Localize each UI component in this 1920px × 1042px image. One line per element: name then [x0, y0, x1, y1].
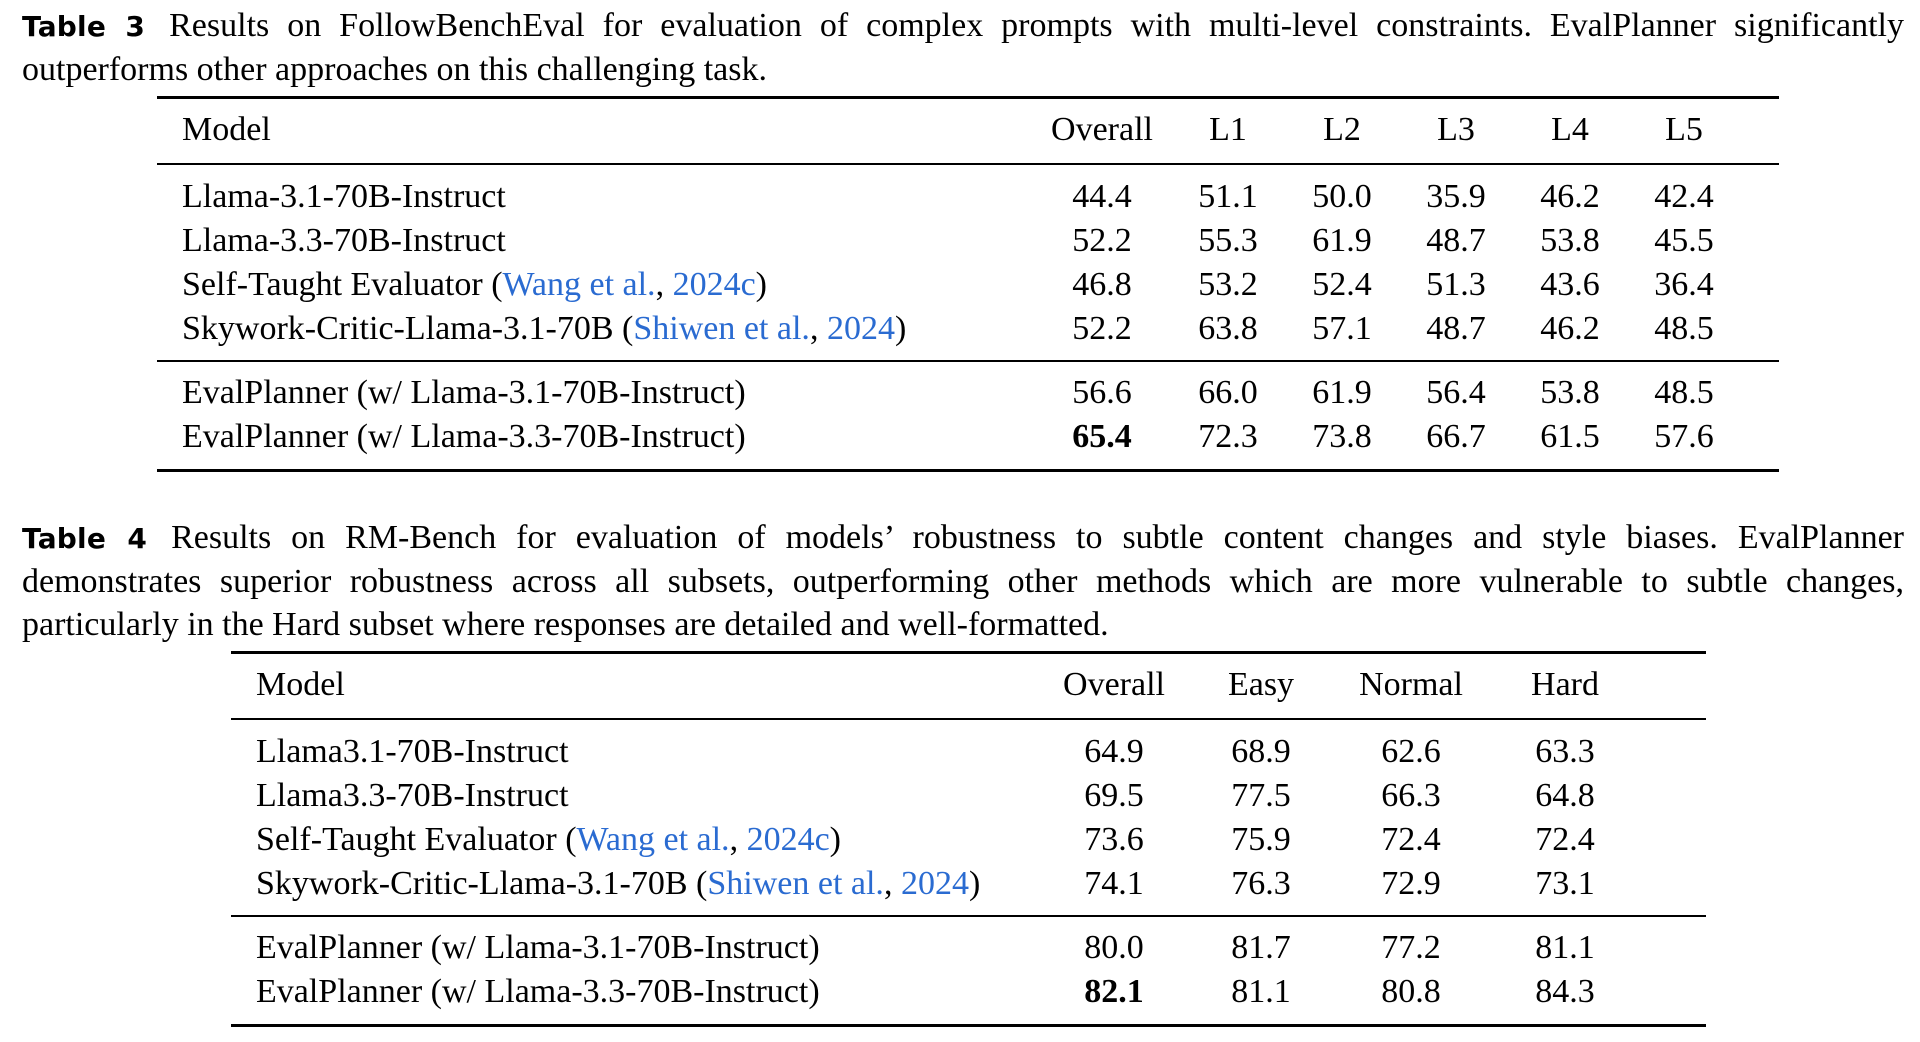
citation-author-link[interactable]: Shiwen et al. [633, 310, 810, 347]
table4-group-rule [231, 915, 1706, 917]
hard-value: 63.3 [1535, 733, 1595, 770]
model-name: EvalPlanner (w/ Llama-3.3-70B-Instruct) [182, 418, 746, 455]
l2-value: 50.0 [1312, 178, 1372, 215]
normal-value: 77.2 [1381, 929, 1441, 966]
table-row [157, 263, 1779, 307]
normal-value: 72.4 [1381, 821, 1441, 858]
overall-value: 74.1 [1084, 865, 1144, 902]
l5-value: 48.5 [1654, 310, 1714, 347]
easy-value: 81.1 [1231, 973, 1291, 1010]
table-row [157, 415, 1779, 459]
model-name: EvalPlanner (w/ Llama-3.1-70B-Instruct) [182, 374, 746, 411]
table4-header-model: Model [256, 666, 345, 703]
table3 [157, 96, 1779, 472]
l5-value: 48.5 [1654, 374, 1714, 411]
model-name: Skywork-Critic-Llama-3.1-70B [182, 310, 614, 347]
easy-value: 68.9 [1231, 733, 1291, 770]
table3-caption-text: Results on FollowBenchEval for evaluation of complex prompts with multi-level constraints. EvalPlanner significantly outperforms other approaches on this challenging task. [22, 7, 1905, 88]
table-row [157, 371, 1779, 415]
citation-year-link[interactable]: 2024 [826, 310, 895, 347]
table4-caption-text: Results on RM-Bench for evaluation of models’ robustness to subtle content changes and style biases. EvalPlanner demonstrates superior robustness across all subsets, outperforming other methods which are more vulnerable to subtle changes, particularly in the Hard subset where responses are detailed and well-formatted. [22, 519, 1904, 643]
easy-value: 81.7 [1231, 929, 1291, 966]
table4-header-rule [231, 718, 1706, 720]
table-row [231, 818, 1706, 862]
l3-value: 56.4 [1426, 374, 1486, 411]
model-name: Llama3.3-70B-Instruct [256, 777, 569, 814]
model-name: Llama-3.1-70B-Instruct [182, 178, 506, 215]
l4-value: 53.8 [1540, 374, 1600, 411]
table-row [231, 970, 1706, 1014]
hard-value: 84.3 [1535, 973, 1595, 1010]
l4-value: 61.5 [1540, 418, 1600, 455]
model-name: Skywork-Critic-Llama-3.1-70B [256, 865, 688, 902]
model-name: Llama-3.3-70B-Instruct [182, 222, 506, 259]
model-name-with-citation: Skywork-Critic-Llama-3.1-70B (Shiwen et al., 2024) [256, 865, 981, 902]
overall-value: 73.6 [1084, 821, 1144, 858]
l1-value: 63.8 [1198, 310, 1258, 347]
overall-value: 64.9 [1084, 733, 1144, 770]
normal-value: 72.9 [1381, 865, 1441, 902]
model-name-with-citation: Self-Taught Evaluator (Wang et al., 2024c) [182, 266, 767, 303]
l3-value: 48.7 [1426, 222, 1486, 259]
easy-value: 77.5 [1231, 777, 1291, 814]
table4 [231, 651, 1706, 1027]
normal-value: 62.6 [1381, 733, 1441, 770]
model-name: Self-Taught Evaluator [182, 266, 483, 303]
table-row [231, 862, 1706, 906]
table4-header-overall: Overall [1063, 666, 1165, 703]
l5-value: 36.4 [1654, 266, 1714, 303]
citation-year-link[interactable]: 2024c [746, 821, 830, 858]
citation-author-link[interactable]: Wang et al. [502, 266, 656, 303]
table-row [157, 219, 1779, 263]
l2-value: 73.8 [1312, 418, 1372, 455]
table-row [157, 175, 1779, 219]
normal-value: 66.3 [1381, 777, 1441, 814]
l2-value: 52.4 [1312, 266, 1372, 303]
model-name: EvalPlanner (w/ Llama-3.3-70B-Instruct) [256, 973, 820, 1010]
table4-header-easy: Easy [1227, 666, 1295, 703]
table3-caption-label: Table 3 [22, 10, 146, 43]
l1-value: 53.2 [1198, 266, 1258, 303]
overall-value-best: 65.4 [1072, 418, 1132, 455]
l4-value: 46.2 [1540, 178, 1600, 215]
model-name-with-citation: Skywork-Critic-Llama-3.1-70B (Shiwen et al., 2024) [182, 310, 907, 347]
l1-value: 66.0 [1198, 374, 1258, 411]
table3-header-overall: Overall [1051, 111, 1153, 148]
table3-header-row [157, 108, 1779, 152]
hard-value: 72.4 [1535, 821, 1595, 858]
overall-value-best: 82.1 [1084, 973, 1144, 1010]
table4-header-normal: Normal [1359, 666, 1463, 703]
table3-caption [22, 4, 1904, 91]
overall-value: 44.4 [1072, 178, 1132, 215]
table4-header-row [231, 663, 1706, 707]
table3-group-rule [157, 360, 1779, 362]
citation-year-link[interactable]: 2024 [900, 865, 969, 902]
l5-value: 57.6 [1654, 418, 1714, 455]
model-name-with-citation: Self-Taught Evaluator (Wang et al., 2024c) [256, 821, 841, 858]
overall-value: 46.8 [1072, 266, 1132, 303]
hard-value: 81.1 [1535, 929, 1595, 966]
l5-value: 45.5 [1654, 222, 1714, 259]
l3-value: 66.7 [1426, 418, 1486, 455]
table3-header-l4: L4 [1551, 111, 1589, 148]
easy-value: 75.9 [1231, 821, 1291, 858]
l4-value: 46.2 [1540, 310, 1600, 347]
l2-value: 61.9 [1312, 222, 1372, 259]
overall-value: 52.2 [1072, 222, 1132, 259]
overall-value: 69.5 [1084, 777, 1144, 814]
table4-caption-label: Table 4 [22, 522, 148, 555]
l1-value: 55.3 [1198, 222, 1258, 259]
l4-value: 43.6 [1540, 266, 1600, 303]
overall-value: 56.6 [1072, 374, 1132, 411]
table3-header-l5: L5 [1665, 111, 1703, 148]
l4-value: 53.8 [1540, 222, 1600, 259]
table-row [231, 774, 1706, 818]
citation-author-link[interactable]: Shiwen et al. [707, 865, 884, 902]
overall-value: 80.0 [1084, 929, 1144, 966]
easy-value: 76.3 [1231, 865, 1291, 902]
l1-value: 72.3 [1198, 418, 1258, 455]
table-row [231, 730, 1706, 774]
l2-value: 57.1 [1312, 310, 1372, 347]
l3-value: 35.9 [1426, 178, 1486, 215]
table3-header-l2: L2 [1323, 111, 1361, 148]
model-name: Llama3.1-70B-Instruct [256, 733, 569, 770]
table3-header-model: Model [182, 111, 271, 148]
l1-value: 51.1 [1198, 178, 1258, 215]
l2-value: 61.9 [1312, 374, 1372, 411]
overall-value: 52.2 [1072, 310, 1132, 347]
table3-header-l3: L3 [1437, 111, 1475, 148]
model-name: EvalPlanner (w/ Llama-3.1-70B-Instruct) [256, 929, 820, 966]
l3-value: 48.7 [1426, 310, 1486, 347]
table4-caption [22, 516, 1904, 646]
table4-header-hard: Hard [1531, 666, 1599, 703]
table3-header-rule [157, 163, 1779, 165]
l3-value: 51.3 [1426, 266, 1486, 303]
table3-header-l1: L1 [1209, 111, 1247, 148]
normal-value: 80.8 [1381, 973, 1441, 1010]
model-name: Self-Taught Evaluator [256, 821, 557, 858]
citation-year-link[interactable]: 2024c [672, 266, 756, 303]
l5-value: 42.4 [1654, 178, 1714, 215]
table-row [231, 926, 1706, 970]
hard-value: 64.8 [1535, 777, 1595, 814]
hard-value: 73.1 [1535, 865, 1595, 902]
citation-author-link[interactable]: Wang et al. [576, 821, 730, 858]
table-row [157, 307, 1779, 351]
